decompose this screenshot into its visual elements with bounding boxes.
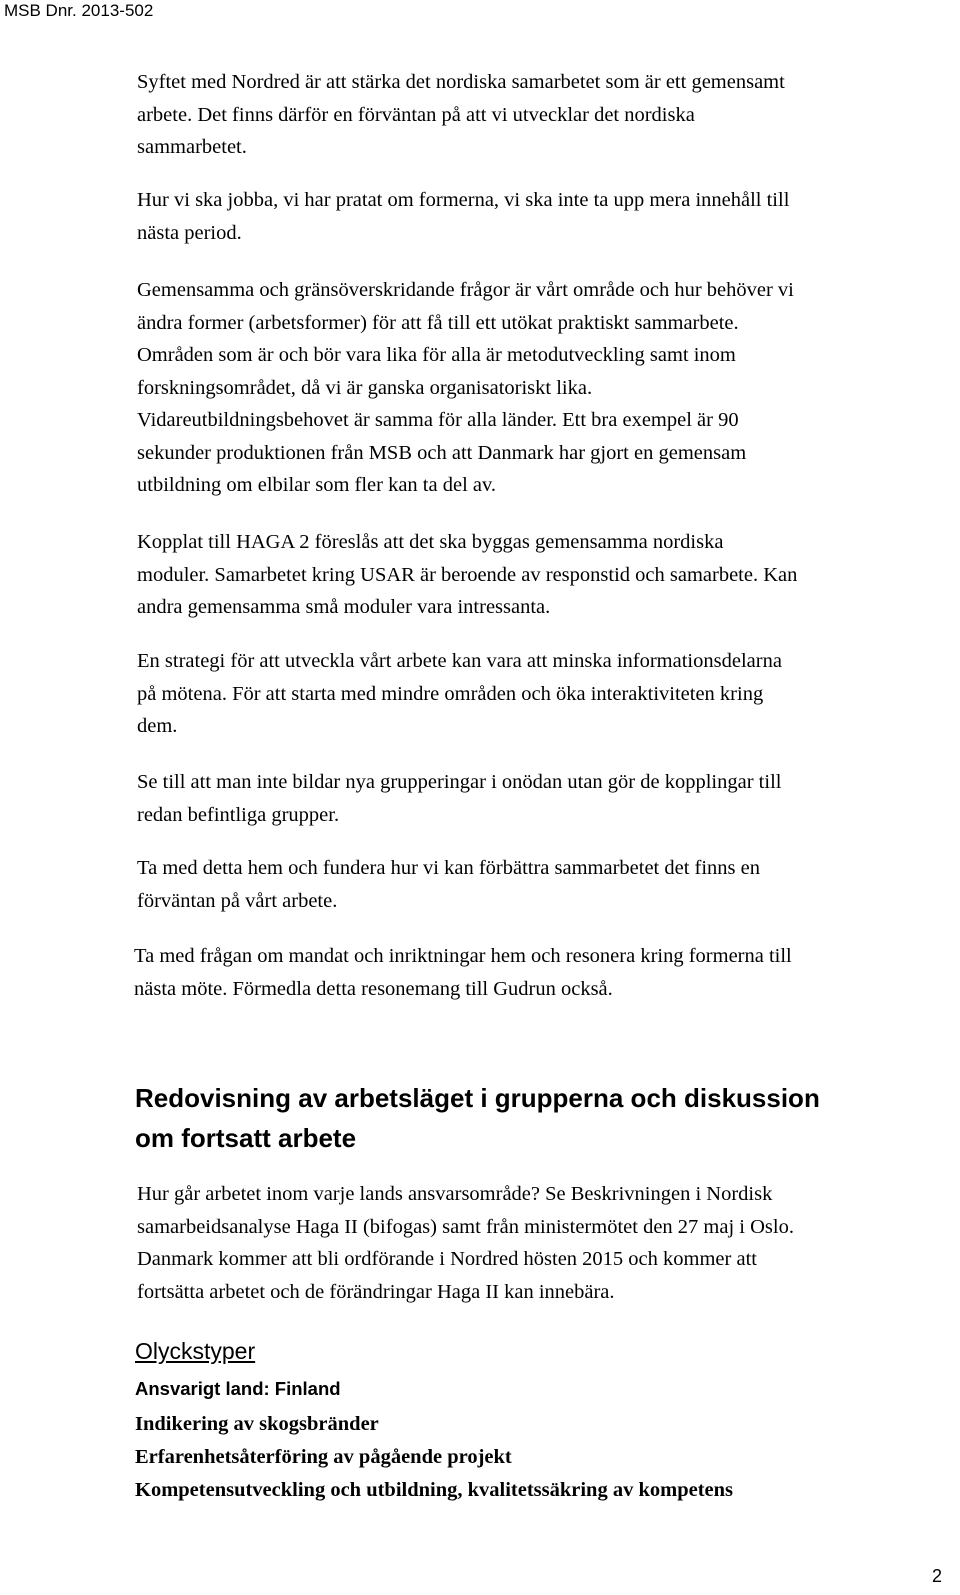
section-paragraph — [137, 1178, 947, 1308]
paragraph-groupings — [137, 766, 947, 831]
text-line: moduler. Samarbetet kring USAR är beroende av responstid och samarbete. Kan — [137, 563, 798, 586]
text-line: Kopplat till HAGA 2 föreslås att det ska byggas gemensamma nordiska — [137, 531, 724, 553]
paragraph-strategy — [137, 645, 947, 743]
text-line: Ta med detta hem och fundera hur vi kan förbättra sammarbetet det finns en — [137, 857, 761, 879]
paragraph-mandate — [134, 940, 944, 1005]
text-line: fortsätta arbetet och de förändringar Haga II kan innebära. — [137, 1280, 615, 1303]
topic-item: Erfarenhetsåterföring av pågående projekt — [135, 1446, 512, 1468]
olyckstyper-title: Olyckstyper — [135, 1338, 256, 1364]
text-line: nästa period. — [137, 221, 242, 244]
text-line: En strategi för att utveckla vårt arbete kan vara att minska informationsdelarna — [137, 650, 782, 672]
paragraph-haga-2 — [137, 526, 947, 624]
text-line: Hur vi ska jobba, vi har pratat om formerna, vi ska inte ta upp mera innehåll till — [137, 189, 790, 211]
text-line: Områden som är och bör vara lika för alla är metodutveckling samt inom — [137, 344, 736, 366]
paragraph-common-questions — [137, 274, 947, 502]
text-line: forskningsområdet, då vi är ganska organisatoriskt lika. — [137, 376, 593, 399]
text-line: andra gemensamma små moduler vara intressanta. — [137, 596, 551, 618]
responsible-country: Ansvarigt land: Finland — [135, 1378, 341, 1399]
text-line: Syftet med Nordred är att stärka det nordiska samarbetet som är ett gemensamt — [137, 71, 785, 93]
text-line: Ta med frågan om mandat och inriktningar hem och resonera kring formerna till — [134, 945, 792, 967]
text-line: utbildning om elbilar som fler kan ta del av. — [137, 474, 497, 496]
text-line: sekunder produktionen från MSB och att Danmark har gjort en gemensam — [137, 441, 747, 464]
heading-line: Redovisning av arbetsläget i grupperna och diskussion — [135, 1083, 820, 1113]
text-line: redan befintliga grupper. — [137, 803, 340, 826]
text-line: förväntan på vårt arbete. — [137, 889, 338, 912]
topic-item: Kompetensutveckling och utbildning, kvalitetssäkring av kompetens — [135, 1479, 733, 1501]
text-line: på mötena. För att starta med mindre områden och öka interaktiviteten kring — [137, 682, 764, 705]
topic-item: Indikering av skogsbränder — [135, 1413, 379, 1435]
paragraph-purpose — [137, 66, 947, 164]
document-reference: MSB Dnr. 2013-502 — [4, 1, 154, 20]
text-line: ändra former (arbetsformer) för att få till ett utökat praktiskt sammarbete. — [137, 311, 739, 334]
page-number: 2 — [931, 1566, 942, 1586]
text-line: nästa möte. Förmedla detta resonemang till Gudrun också. — [134, 977, 613, 1000]
text-line: arbete. Det finns därför en förväntan på att vi utvecklar det nordiska — [137, 103, 695, 126]
text-line: Danmark kommer att bli ordförande i Nordred hösten 2015 och kommer att — [137, 1248, 757, 1270]
heading-line: om fortsatt arbete — [135, 1123, 357, 1153]
text-line: Gemensamma och gränsöverskridande frågor är vårt område och hur behöver vi — [137, 279, 794, 301]
text-line: Se till att man inte bildar nya grupperingar i onödan utan gör de kopplingar till — [137, 771, 782, 793]
text-line: samarbeidsanalyse Haga II (bifogas) samt från ministermötet den 27 maj i Oslo. — [137, 1215, 794, 1238]
paragraph-how-to-work — [137, 184, 947, 249]
text-line: sammarbetet. — [137, 136, 247, 158]
section-heading — [135, 1078, 935, 1158]
text-line: Hur går arbetet inom varje lands ansvarsområde? Se Beskrivningen i Nordisk — [137, 1183, 773, 1205]
paragraph-take-home — [137, 852, 947, 917]
text-line: Vidareutbildningsbehovet är samma för alla länder. Ett bra exempel är 90 — [137, 409, 739, 431]
text-line: dem. — [137, 715, 178, 737]
